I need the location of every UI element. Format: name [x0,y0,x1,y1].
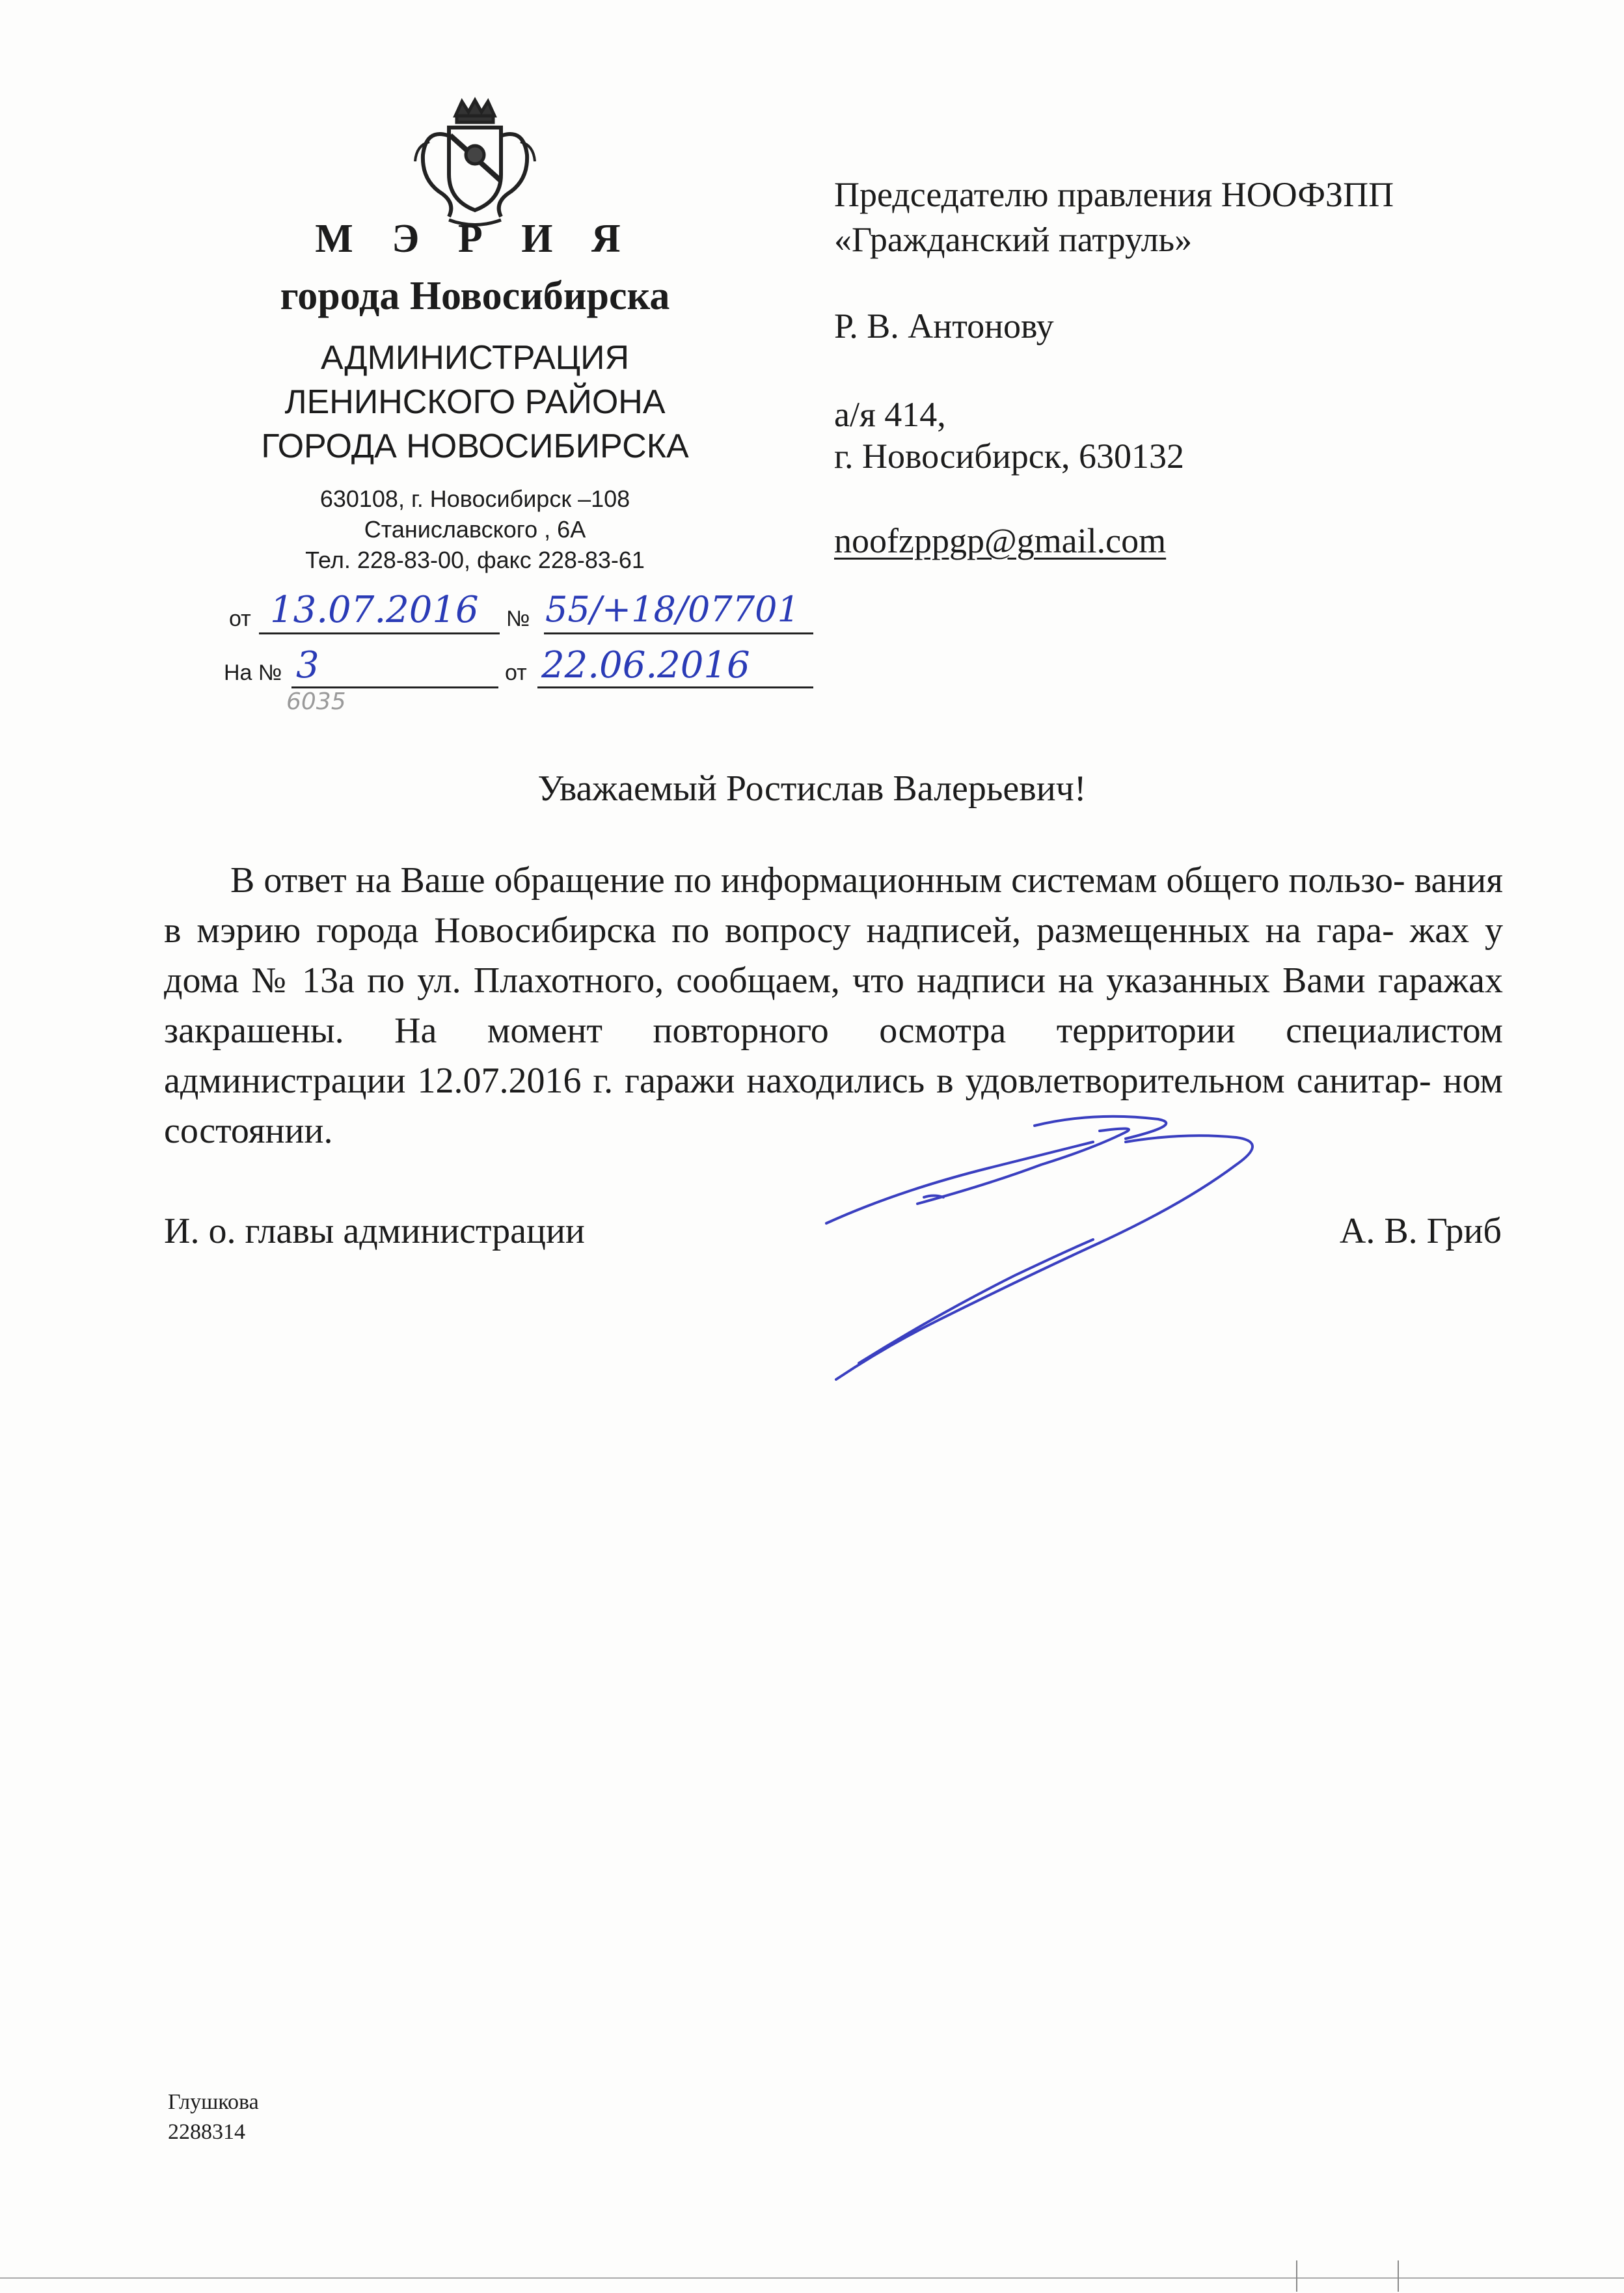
letterhead-address-line: Тел. 228-83-00, факс 228-83-61 [305,547,645,573]
performer-name: Глушкова [168,2090,259,2114]
letterhead-address-line: Станиславского , 6А [364,516,586,543]
addressee-line1: Председателю правления НООФЗПП [834,175,1394,214]
signatory-role: И. о. главы администрации [164,1211,585,1251]
letter-body: В ответ на Ваше обращение по информационным системам общего пользо- вания в мэрию города Новосибирска по вопросу надписей, размещенных на гара- жах у дома № 13а по ул. Плахотного, сообщаем, что надписи на указанных Вами гаражах закрашены. На момент повторного осмотра территории специалистом администрации 12.07.2016 г. гаражи находились в удовлетворительном санитар- ном состоянии. [164,860,1503,1151]
from-label: от [229,606,251,631]
ref-from-label: от [505,660,527,685]
scan-mark [1398,2260,1399,2292]
addressee-email: noofzppgp@gmail.com [834,521,1167,560]
addressee-po-box: а/я 414, [834,395,946,434]
letterhead-title: М Э Р И Я [315,217,635,261]
number-line [544,632,813,634]
letterhead-admin-line: АДМИНИСТРАЦИЯ [320,339,630,377]
ref-date-line [537,686,813,688]
addressee-name: Р. В. Антонову [834,306,1054,346]
salutation: Уважаемый Ростислав Валерьевич! [537,768,1087,809]
ref-number: 3 [296,644,319,686]
outgoing-number: 55/+18/07701 [545,589,800,630]
from-date-line [259,632,500,634]
page-bottom-edge [0,2277,1624,2279]
addressee-line2: «Гражданский патруль» [834,220,1193,259]
coat-of-arms-icon [410,96,540,233]
handwritten-signature [820,1106,1301,1392]
letterhead-address-line: 630108, г. Новосибирск –108 [319,485,630,512]
letterhead-admin-line: ЛЕНИНСКОГО РАЙОНА [284,383,666,421]
letterhead-admin-line: ГОРОДА НОВОСИБИРСКА [261,427,689,465]
signatory-name: А. В. Гриб [1339,1211,1502,1251]
addressee-city: г. Новосибирск, 630132 [834,437,1184,476]
number-label: № [506,606,530,631]
scan-mark [1296,2260,1297,2292]
incoming-note: 6035 [286,688,346,715]
letterhead-city: города Новосибирска [280,274,670,318]
ref-date: 22.06.2016 [541,644,750,686]
performer-phone: 2288314 [168,2120,245,2144]
from-date: 13.07.2016 [270,589,479,631]
ref-label: На № [224,660,282,685]
